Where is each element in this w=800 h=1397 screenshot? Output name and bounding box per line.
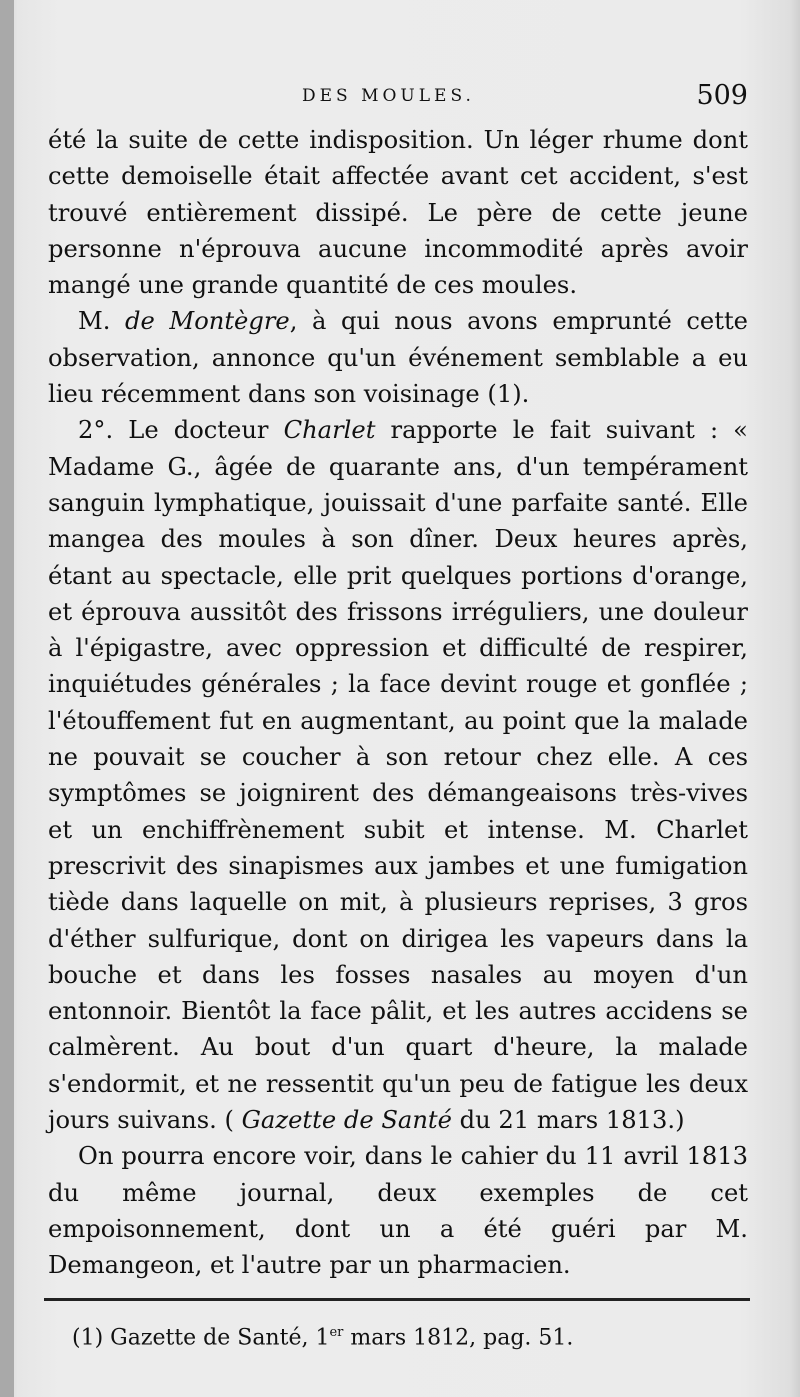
footnote [72, 1318, 732, 1353]
page-number: 509 [696, 80, 748, 111]
paragraph-1: été la suite de cette indisposition. Un léger rhume dont cette demoiselle était affectée avant cet accident, s'est trouvé entièrement dissipé. Le père de cette jeune personne n'éprouva aucune incommodité après avoir mangé une grande quantité de ces moules. [48, 126, 748, 300]
page-header [48, 82, 748, 122]
footnote-end: mars 1812, pag. 51. [343, 1325, 574, 1351]
footnote-rule [44, 1298, 750, 1301]
paragraph-3 [48, 412, 748, 1138]
page-edge-shadow [0, 0, 14, 1397]
p3-start: 2°. Le docteur [78, 416, 284, 445]
body-text [48, 122, 748, 1284]
p3-end: du 21 mars 1813.) [451, 1106, 685, 1135]
p2-start: M. [78, 307, 126, 336]
p2-rest: , à qui nous avons emprunté cette observation, annonce qu'un événement semblable a eu lieu récemment dans son voisinage (1). [48, 307, 748, 409]
source-title: Gazette de Santé [241, 1106, 452, 1135]
author-name-charlet: Charlet [283, 416, 376, 445]
footnote-superscript: er [329, 1325, 344, 1340]
paragraph-4: On pourra encore voir, dans le cahier du 11 avril 1813 du même journal, deux exemples de cet empoisonnement, dont un a été guéri par M. Demangeon, et l'autre par un pharmacien. [48, 1142, 748, 1280]
p3-rest: rapporte le fait suivant : « Madame G., âgée de quarante ans, d'un tempérament sanguin lymphatique, jouissait d'une parfaite santé. Elle mangea des moules à son dîner. Deux heures après, étant au spectacle, elle prit quelques portions d'orange, et éprouva aussitôt des frissons irréguliers, une douleur à l'épigastre, avec oppression et difficulté de respirer, inquiétudes générales ; la face devint rouge et gonflée ; l'étouffement fut en augmentant, au point que la malade ne pouvait se coucher à son retour chez elle. A ces symptômes se joignirent des démangeaisons très-vives et un enchiffrènement subit et intense. M. Charlet prescrivit des sinapismes aux jambes et une fumigation tiède dans laquelle on mit, à plusieurs reprises, 3 gros d'éther sulfurique, dont on dirigea les vapeurs dans la bouche et dans les fosses nasales au moyen d'un entonnoir. Bientôt la face pâlit, et les autres accidens se calmèrent. Au bout d'un quart d'heure, la malade s'endormit, et ne ressentit qu'un peu de fatigue les deux jours suivans. ( [48, 416, 748, 1135]
paragraph-2 [48, 303, 748, 412]
author-name-montegre: de Montègre [125, 307, 290, 336]
footnote-start: (1) Gazette de Santé, 1 [72, 1325, 330, 1351]
running-head: DES MOULES. [302, 86, 475, 106]
